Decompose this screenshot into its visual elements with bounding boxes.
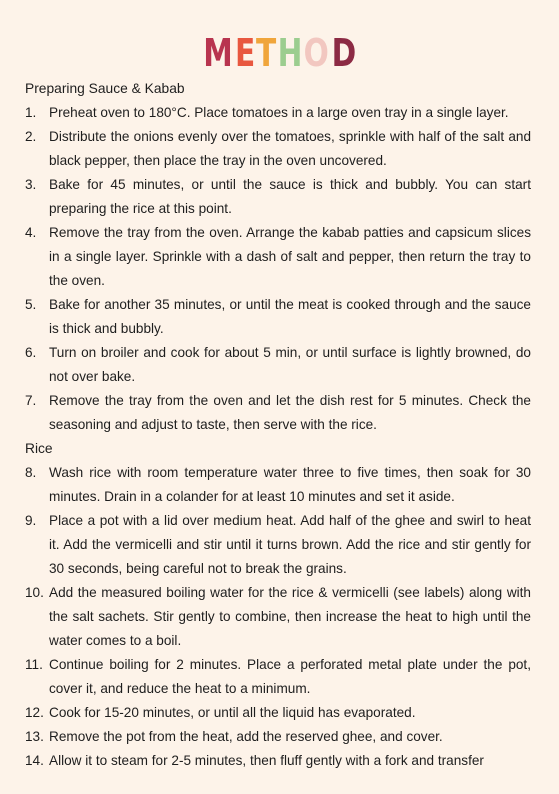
step-text: Preheat oven to 180°C. Place tomatoes in a large oven tray in a single layer. (49, 105, 509, 120)
step-item (25, 461, 531, 509)
method-content (25, 77, 531, 773)
step-number: 10. (25, 585, 44, 600)
section-heading-sauce-kabab: Preparing Sauce & Kabab (25, 81, 185, 96)
step-item (25, 221, 531, 293)
title-letter: H (277, 31, 303, 75)
step-number: 8. (25, 465, 37, 480)
step-item (25, 101, 531, 125)
step-number: 1. (25, 105, 37, 120)
section-heading-rice: Rice (25, 441, 53, 456)
step-number: 9. (25, 513, 37, 528)
title-letter: M (203, 31, 234, 75)
step-item (25, 581, 531, 653)
step-text: Allow it to steam for 2-5 minutes, then fluff gently with a fork and transfer (49, 753, 484, 768)
step-text: Distribute the onions evenly over the tomatoes, sprinkle with half of the salt and black pepper, then place the tray in the oven uncovered. (49, 129, 531, 168)
step-number: 6. (25, 345, 37, 360)
step-number: 13. (25, 729, 44, 744)
step-number: 11. (25, 657, 43, 672)
step-text: Add the measured boiling water for the rice & vermicelli (see labels) along with the salt sachets. Stir gently to combine, then increase the heat to high until the water comes to a boil. (49, 585, 531, 648)
title-letter: O (303, 31, 330, 75)
step-item (25, 509, 531, 581)
step-number: 3. (25, 177, 37, 192)
step-text: Wash rice with room temperature water three to five times, then soak for 30 minutes. Drain in a colander for at least 10 minutes and set it aside. (49, 465, 531, 504)
step-text: Bake for 45 minutes, or until the sauce is thick and bubbly. You can start preparing the rice at this point. (49, 177, 531, 216)
step-text: Continue boiling for 2 minutes. Place a perforated metal plate under the pot, cover it, and reduce the heat to a minimum. (49, 657, 531, 696)
title-letter: T (255, 31, 277, 75)
step-number: 12. (25, 705, 44, 720)
step-number: 14. (25, 753, 44, 768)
step-item (25, 725, 531, 749)
method-title (0, 30, 559, 76)
step-text: Remove the tray from the oven and let the dish rest for 5 minutes. Check the seasoning and adjust to taste, then serve with the rice. (49, 393, 531, 432)
title-letter: E (234, 31, 256, 75)
step-text: Turn on broiler and cook for about 5 min, or until surface is lightly browned, do not over bake. (49, 345, 531, 384)
step-text: Place a pot with a lid over medium heat. Add half of the ghee and swirl to heat it. Add the vermicelli and stir until it turns brown. Add the rice and stir gently for 30 seconds, being careful not to break the grains. (49, 513, 531, 576)
step-text: Bake for another 35 minutes, or until the meat is cooked through and the sauce is thick and bubbly. (49, 297, 531, 336)
step-item (25, 341, 531, 389)
step-item (25, 173, 531, 221)
step-item (25, 125, 531, 173)
step-text: Cook for 15-20 minutes, or until all the liquid has evaporated. (49, 705, 416, 720)
step-item (25, 293, 531, 341)
step-item (25, 749, 531, 773)
step-number: 5. (25, 297, 37, 312)
step-item (25, 653, 531, 701)
step-item (25, 701, 531, 725)
step-text: Remove the tray from the oven. Arrange the kabab patties and capsicum slices in a single layer. Sprinkle with a dash of salt and pepper, then return the tray to the oven. (49, 225, 531, 288)
step-number: 2. (25, 129, 37, 144)
step-text: Remove the pot from the heat, add the reserved ghee, and cover. (49, 729, 443, 744)
title-letter: D (331, 31, 357, 75)
step-item (25, 389, 531, 437)
step-number: 4. (25, 225, 37, 240)
step-number: 7. (25, 393, 37, 408)
